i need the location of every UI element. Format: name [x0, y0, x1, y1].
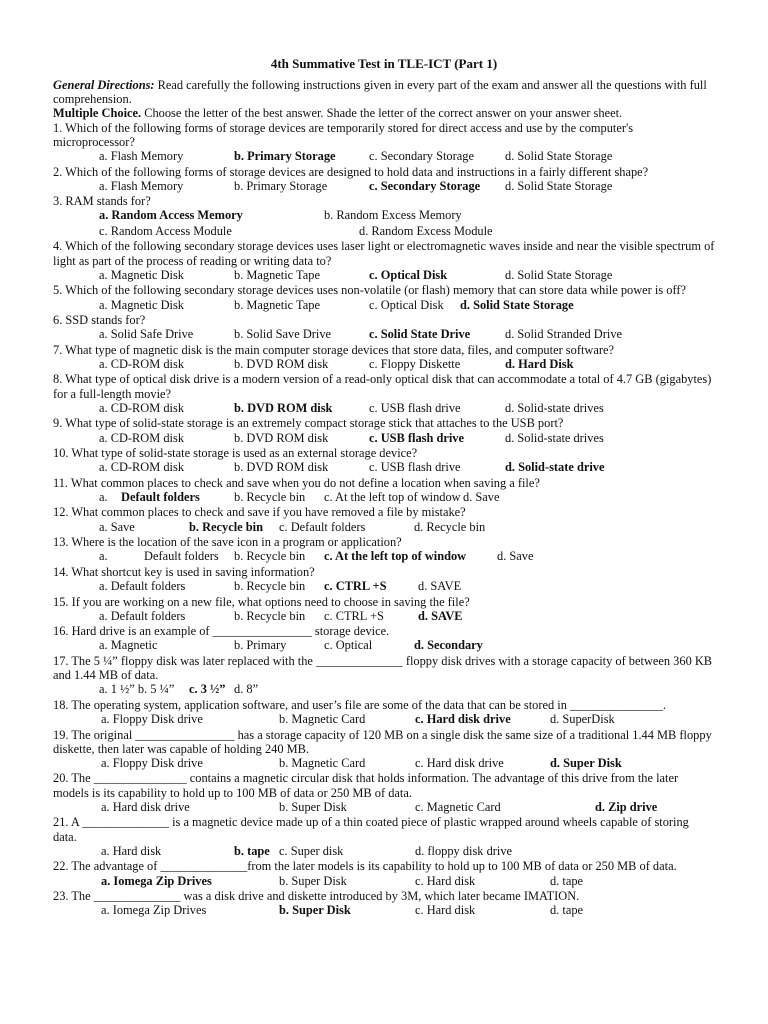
question-item	[53, 165, 715, 195]
answer-option: a. Flash Memory	[99, 178, 184, 193]
answer-option: b. Primary	[234, 638, 287, 653]
answer-option-correct: b. tape	[234, 843, 270, 858]
answer-options-row	[53, 179, 715, 195]
answer-option: d. Save	[497, 549, 534, 564]
answer-option: b. Magnetic Card	[279, 755, 366, 770]
answer-option: a. Save	[99, 519, 135, 534]
question-text: 18. The operating system, application software, and user’s file are some of the data that can be stored in _______________.	[53, 697, 667, 712]
question-text: 9. What type of solid-state storage is an extremely compact storage stick that attaches to the USB port?	[53, 416, 564, 431]
answer-options-row	[53, 208, 715, 224]
answer-option: a. CD-ROM disk	[99, 430, 185, 445]
answer-option: b. Recycle bin	[234, 489, 306, 504]
answer-option-correct: b. Super Disk	[279, 903, 351, 918]
answer-option-correct: b. Recycle bin	[189, 519, 263, 534]
question-item	[53, 535, 715, 565]
answer-option-correct: b. DVD ROM disk	[234, 400, 333, 415]
question-item	[53, 505, 715, 535]
answer-option: a. Default folders	[99, 608, 186, 623]
question-text: 8. What type of optical disk drive is a modern version of a read-only optical disk that can accommodate a total of 4.7 GB (gigabytes) for a full-length movie?	[53, 372, 712, 401]
question-text: 3. RAM stands for?	[53, 194, 151, 209]
question-item	[53, 446, 715, 476]
answer-option: d. SuperDisk	[550, 712, 615, 727]
answer-options-row	[53, 520, 715, 536]
question-text: 4. Which of the following secondary storage devices uses laser light or electromagnetic waves inside and near the visible spectrum of light as part of the process of reading or writing data to?	[53, 239, 715, 268]
answer-option: d. tape	[550, 873, 584, 888]
answer-option: c. Hard disk	[415, 873, 476, 888]
answer-option: a. Solid Safe Drive	[99, 327, 194, 342]
answer-option: b. Magnetic Tape	[234, 267, 320, 282]
answer-options-row	[53, 800, 715, 816]
answer-option-correct: c. CTRL +S	[324, 579, 387, 594]
answer-option: c. At the left top of window	[324, 489, 461, 504]
answer-option-correct: d. Solid-state drive	[505, 460, 605, 475]
answer-option: b. DVD ROM disk	[234, 356, 329, 371]
answer-options-row	[53, 874, 715, 890]
question-item	[53, 889, 715, 919]
question-text: 10. What type of solid-state storage is used as an external storage device?	[53, 446, 418, 461]
answer-options-row	[53, 268, 715, 284]
question-item	[53, 476, 715, 506]
answer-option: d. Save	[463, 489, 500, 504]
answer-options-row	[53, 844, 715, 860]
answer-option: c. USB flash drive	[369, 460, 461, 475]
answer-option: c. Floppy Diskette	[369, 356, 461, 371]
answer-option: a. CD-ROM disk	[99, 460, 185, 475]
general-directions-label: General Directions:	[53, 78, 155, 92]
answer-option: c. Hard disk drive	[415, 755, 504, 770]
answer-option: d. SAVE	[418, 579, 462, 594]
answer-option: a. CD-ROM disk	[99, 400, 185, 415]
answer-option: a. Hard disk drive	[101, 799, 190, 814]
question-item	[53, 771, 715, 815]
answer-options-row	[53, 903, 715, 919]
question-item	[53, 416, 715, 446]
answer-option-correct: c. Hard disk drive	[415, 712, 511, 727]
question-item	[53, 595, 715, 625]
general-directions-text: Read carefully the following instructions given in every part of the exam and answer all the questions with full comprehension.	[53, 78, 707, 107]
answer-options-row	[53, 224, 715, 240]
answer-option-correct: c. 3 ½”	[189, 682, 226, 697]
answer-option: b. Primary Storage	[234, 178, 328, 193]
answer-option: d. Solid-state drives	[505, 400, 604, 415]
answer-option: c. Secondary Storage	[369, 149, 474, 164]
question-text: 2. Which of the following forms of storage devices are designed to hold data and instructions in a fairly different shape?	[53, 164, 649, 179]
answer-option: a. CD-ROM disk	[99, 356, 185, 371]
answer-options-row	[53, 149, 715, 165]
answer-option-correct: c. USB flash drive	[369, 430, 464, 445]
question-text: 16. Hard drive is an example of ________________ storage device.	[53, 624, 390, 639]
answer-option: d. Recycle bin	[414, 519, 486, 534]
answer-options-row	[53, 756, 715, 772]
answer-options-row	[53, 298, 715, 314]
answer-option-correct: b. Primary Storage	[234, 149, 336, 164]
answer-option: b. DVD ROM disk	[234, 460, 329, 475]
multiple-choice-instructions	[53, 106, 715, 120]
question-text: 14. What shortcut key is used in saving information?	[53, 564, 315, 579]
question-text: 5. Which of the following secondary storage devices uses non-volatile (or flash) memory that can store data while power is off?	[53, 283, 686, 298]
answer-option: b. Random Excess Memory	[324, 208, 462, 223]
answer-option: c. USB flash drive	[369, 400, 461, 415]
answer-option-correct: c. At the left top of window	[324, 549, 467, 564]
answer-option: c. Hard disk	[415, 903, 476, 918]
question-text: 17. The 5 ¼” floppy disk was later replaced with the ______________ floppy disk drives with a storage capacity of between 360 KB and 1.44 MB of data.	[53, 653, 713, 683]
question-item	[53, 698, 715, 728]
answer-option-correct: a. Random Access Memory	[99, 208, 243, 223]
answer-option: b. Recycle bin	[234, 549, 306, 564]
answer-option: d. 8”	[234, 682, 259, 697]
question-text: 1. Which of the following forms of storage devices are temporarily stored for direct access and use by the computer's microprocessor?	[53, 120, 634, 149]
answer-option: a. Floppy Disk drive	[101, 755, 203, 770]
answer-options-row	[53, 579, 715, 595]
question-item	[53, 624, 715, 654]
question-item	[53, 313, 715, 343]
answer-options-row	[53, 401, 715, 417]
answer-option: d. Solid State Storage	[505, 178, 613, 193]
answer-option: Default folders	[144, 549, 219, 564]
multiple-choice-text: Choose the letter of the best answer. Shade the letter of the correct answer on your answer sheet.	[141, 106, 623, 121]
answer-option: a. Magnetic Disk	[99, 297, 184, 312]
answer-option: a. Iomega Zip Drives	[101, 903, 207, 918]
question-text: 22. The advantage of ______________from the later models is its capability to hold up to 100 MB of data or 250 MB of data.	[53, 859, 677, 874]
question-item	[53, 654, 715, 698]
answer-options-row	[53, 431, 715, 447]
question-text: 23. The ______________ was a disk drive and diskette introduced by 3M, which later became IMATION.	[53, 889, 580, 903]
answer-option-correct: d. Secondary	[414, 638, 483, 653]
question-text: 6. SSD stands for?	[53, 313, 146, 328]
answer-option: c. CTRL +S	[324, 608, 384, 623]
answer-option: b. Recycle bin	[234, 608, 306, 623]
answer-option: c. Optical	[324, 638, 373, 653]
answer-option: d. Solid Stranded Drive	[505, 327, 623, 342]
answer-option-correct: d. SAVE	[418, 608, 463, 623]
question-text: 11. What common places to check and save when you do not define a location when saving a file?	[53, 475, 540, 490]
answer-option-correct: d. Super Disk	[550, 755, 622, 770]
answer-option-correct: c. Solid State Drive	[369, 327, 471, 342]
question-item	[53, 283, 715, 313]
answer-option: c. Super disk	[279, 843, 344, 858]
answer-option: b. Super Disk	[279, 873, 347, 888]
question-item	[53, 239, 715, 283]
answer-option: a. Magnetic	[99, 638, 158, 653]
answer-option: b. Super Disk	[279, 799, 347, 814]
general-directions	[53, 78, 715, 106]
question-text: 12. What common places to check and save if you have removed a file by mistake?	[53, 505, 466, 520]
question-item	[53, 859, 715, 889]
question-text: 20. The _______________ contains a magnetic circular disk that holds information. The advantage of this drive from the later models is its capability to hold up to 100 MB of data or 250 MB of data.	[53, 771, 679, 800]
question-text: 13. Where is the location of the save icon in a program or application?	[53, 535, 402, 550]
answer-option: c. Default folders	[279, 519, 366, 534]
answer-option-correct: d. Zip drive	[595, 799, 658, 814]
answer-option: c. Magnetic Card	[415, 799, 501, 814]
answer-option-correct: c. Optical Disk	[369, 267, 448, 282]
question-item	[53, 121, 715, 165]
question-item	[53, 815, 715, 859]
answer-option-correct: Default folders	[121, 489, 200, 504]
answer-options-row	[53, 712, 715, 728]
question-item	[53, 728, 715, 772]
answer-option: b. Solid Save Drive	[234, 327, 332, 342]
question-text: 19. The original ________________ has a storage capacity of 120 MB on a single disk the same size of a traditional 1.44 MB floppy diskette, then later was capable of holding 240 MB.	[53, 727, 712, 756]
answer-option: a.	[99, 489, 108, 504]
answer-option: d. Random Excess Module	[359, 223, 493, 238]
question-list	[53, 121, 715, 919]
answer-option: a. Hard disk	[101, 843, 162, 858]
question-text: 21. A ______________ is a magnetic device made up of a thin coated piece of plastic wrapped around wheels capable of storing data.	[53, 815, 689, 844]
page-title: 4th Summative Test in TLE-ICT (Part 1)	[270, 56, 498, 71]
question-item	[53, 565, 715, 595]
answer-option: a. Floppy Disk drive	[101, 712, 203, 727]
answer-option: c. Random Access Module	[99, 223, 232, 238]
answer-option: d. Solid State Storage	[505, 267, 613, 282]
answer-option-correct: d. Solid State Storage	[460, 297, 574, 312]
question-item	[53, 372, 715, 416]
answer-option-correct: d. Hard Disk	[505, 356, 574, 371]
answer-option: b. Magnetic Tape	[234, 297, 320, 312]
answer-option: a. Default folders	[99, 579, 186, 594]
answer-option: a.	[99, 549, 108, 564]
test-content	[53, 78, 715, 919]
answer-options-row	[53, 490, 715, 506]
multiple-choice-label: Multiple Choice.	[53, 106, 142, 121]
answer-options-row	[53, 638, 715, 654]
answer-option: d. Solid-state drives	[505, 430, 604, 445]
answer-option: b. Magnetic Card	[279, 712, 366, 727]
answer-options-row	[53, 609, 715, 625]
answer-option: c. Optical Disk	[369, 297, 444, 312]
answer-option: b. DVD ROM disk	[234, 430, 329, 445]
answer-options-row	[53, 549, 715, 565]
answer-options-row	[53, 460, 715, 476]
answer-options-row	[53, 327, 715, 343]
question-text: 15. If you are working on a new file, what options need to choose in saving the file?	[53, 594, 470, 609]
answer-options-row	[53, 682, 715, 698]
answer-option: d. floppy disk drive	[415, 843, 513, 858]
question-item	[53, 343, 715, 373]
answer-option: b. Recycle bin	[234, 579, 306, 594]
question-item	[53, 194, 715, 239]
answer-option: d. Solid State Storage	[505, 149, 613, 164]
answer-option-correct: a. Iomega Zip Drives	[101, 873, 212, 888]
answer-option: a. Magnetic Disk	[99, 267, 184, 282]
answer-options-row	[53, 357, 715, 373]
answer-option: a. 1 ½” b. 5 ¼”	[99, 682, 175, 697]
answer-option: d. tape	[550, 903, 584, 918]
answer-option: a. Flash Memory	[99, 149, 184, 164]
answer-option-correct: c. Secondary Storage	[369, 178, 481, 193]
question-text: 7. What type of magnetic disk is the main computer storage devices that store data, files, and computer software?	[53, 342, 614, 357]
